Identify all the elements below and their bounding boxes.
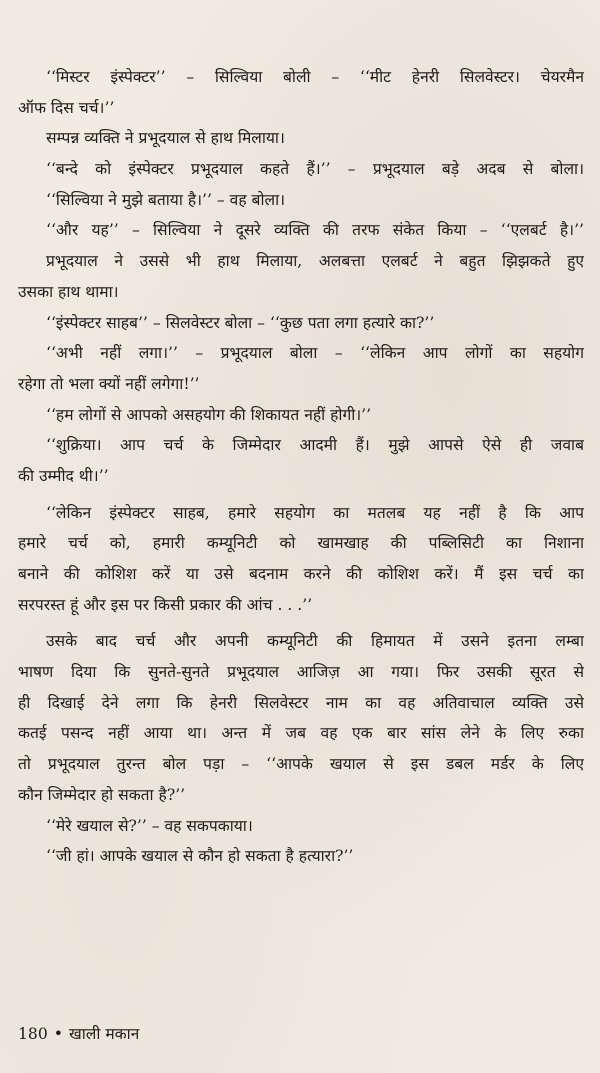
text-line: की उम्मीद थी।’’ (18, 466, 109, 485)
text-line: ‘‘इंस्पेक्टर साहब’’ – सिलवेस्टर बोला – ‘‘कुछ पता लगा हत्यारे का?’’ (46, 313, 435, 332)
page-footer (18, 1022, 139, 1046)
text-line: ‘‘और यह’’ – सिल्विया ने दूसरे व्यक्ति की तरफ संकेत किया – ‘‘एलबर्ट है।’’ (46, 221, 584, 240)
text-line: सम्पन्न व्यक्ति ने प्रभूदयाल से हाथ मिलाया। (46, 129, 285, 148)
footer-bullet: • (53, 1025, 63, 1043)
page-body-text (18, 62, 584, 872)
text-line: कतई पसन्द नहीं आया था। अन्त में जब वह एक बार सांस लेने के लिए रुका (18, 724, 584, 743)
page-number: 180 (18, 1025, 48, 1043)
text-line: ‘‘जी हां। आपके खयाल से कौन हो सकता है हत्यारा?’’ (46, 847, 354, 866)
text-line: उसके बाद चर्च और अपनी कम्यूनिटी की हिमायत में उसने इतना लम्बा (46, 632, 584, 651)
text-line: कौन जिम्मेदार हो सकता है?’’ (18, 785, 186, 804)
text-line: ‘‘शुक्रिया। आप चर्च के जिम्मेदार आदमी हैं। मुझे आपसे ऐसे ही जवाब (46, 436, 584, 455)
text-line: हमारे चर्च को, हमारी कम्यूनिटी को खामखाह की पब्लिसिटी का निशाना (18, 534, 584, 553)
book-title: खाली मकान (68, 1025, 140, 1043)
text-line: ही दिखाई देने लगा कि हेनरी सिलवेस्टर नाम का वह अतिवाचाल व्यक्ति उसे (18, 693, 584, 712)
text-line: ‘‘अभी नहीं लगा।’’ – प्रभूदयाल बोला – ‘‘लेकिन आप लोगों का सहयोग (46, 344, 584, 363)
text-line: ‘‘लेकिन इंस्पेक्टर साहब, हमारे सहयोग का मतलब यह नहीं है कि आप (46, 503, 584, 522)
text-line: भाषण दिया कि सुनते-सुनते प्रभूदयाल आजिज़ आ गया। फिर उसकी सूरत से (18, 663, 584, 682)
text-line: तो प्रभूदयाल तुरन्त बोल पड़ा – ‘‘आपके खयाल से इस डबल मर्डर के लिए (18, 755, 584, 774)
text-line: प्रभूदयाल ने उससे भी हाथ मिलाया, अलबत्ता एलबर्ट ने बहुत झिझकते हुए (46, 252, 584, 271)
text-line: ‘‘बन्दे को इंस्पेक्टर प्रभूदयाल कहते हैं।’’ – प्रभूदयाल बड़े अदब से बोला। (46, 160, 584, 179)
text-line: ‘‘सिल्विया ने मुझे बताया है।’’ – वह बोला। (46, 190, 286, 209)
text-line: सरपरस्त हूं और इस पर किसी प्रकार की आंच . . .’’ (18, 595, 313, 614)
text-line: ऑफ दिस चर्च।’’ (18, 98, 115, 117)
text-line: बनाने की कोशिश करें या उसे बदनाम करने की कोशिश करें। मैं इस चर्च का (18, 565, 584, 583)
text-line: ‘‘मेरे खयाल से?’’ – वह सकपकाया। (46, 816, 253, 835)
text-line: रहेगा तो भला क्यों नहीं लगेगा!’’ (18, 374, 200, 393)
text-line: ‘‘हम लोगों से आपको असहयोग की शिकायत नहीं होगी।’’ (46, 405, 372, 424)
text-line: ‘‘मिस्टर इंस्पेक्टर’’ – सिल्विया बोली – ‘‘मीट हेनरी सिलवेस्टर। चेयरमैन (46, 68, 584, 86)
text-line: उसका हाथ थामा। (18, 282, 119, 301)
